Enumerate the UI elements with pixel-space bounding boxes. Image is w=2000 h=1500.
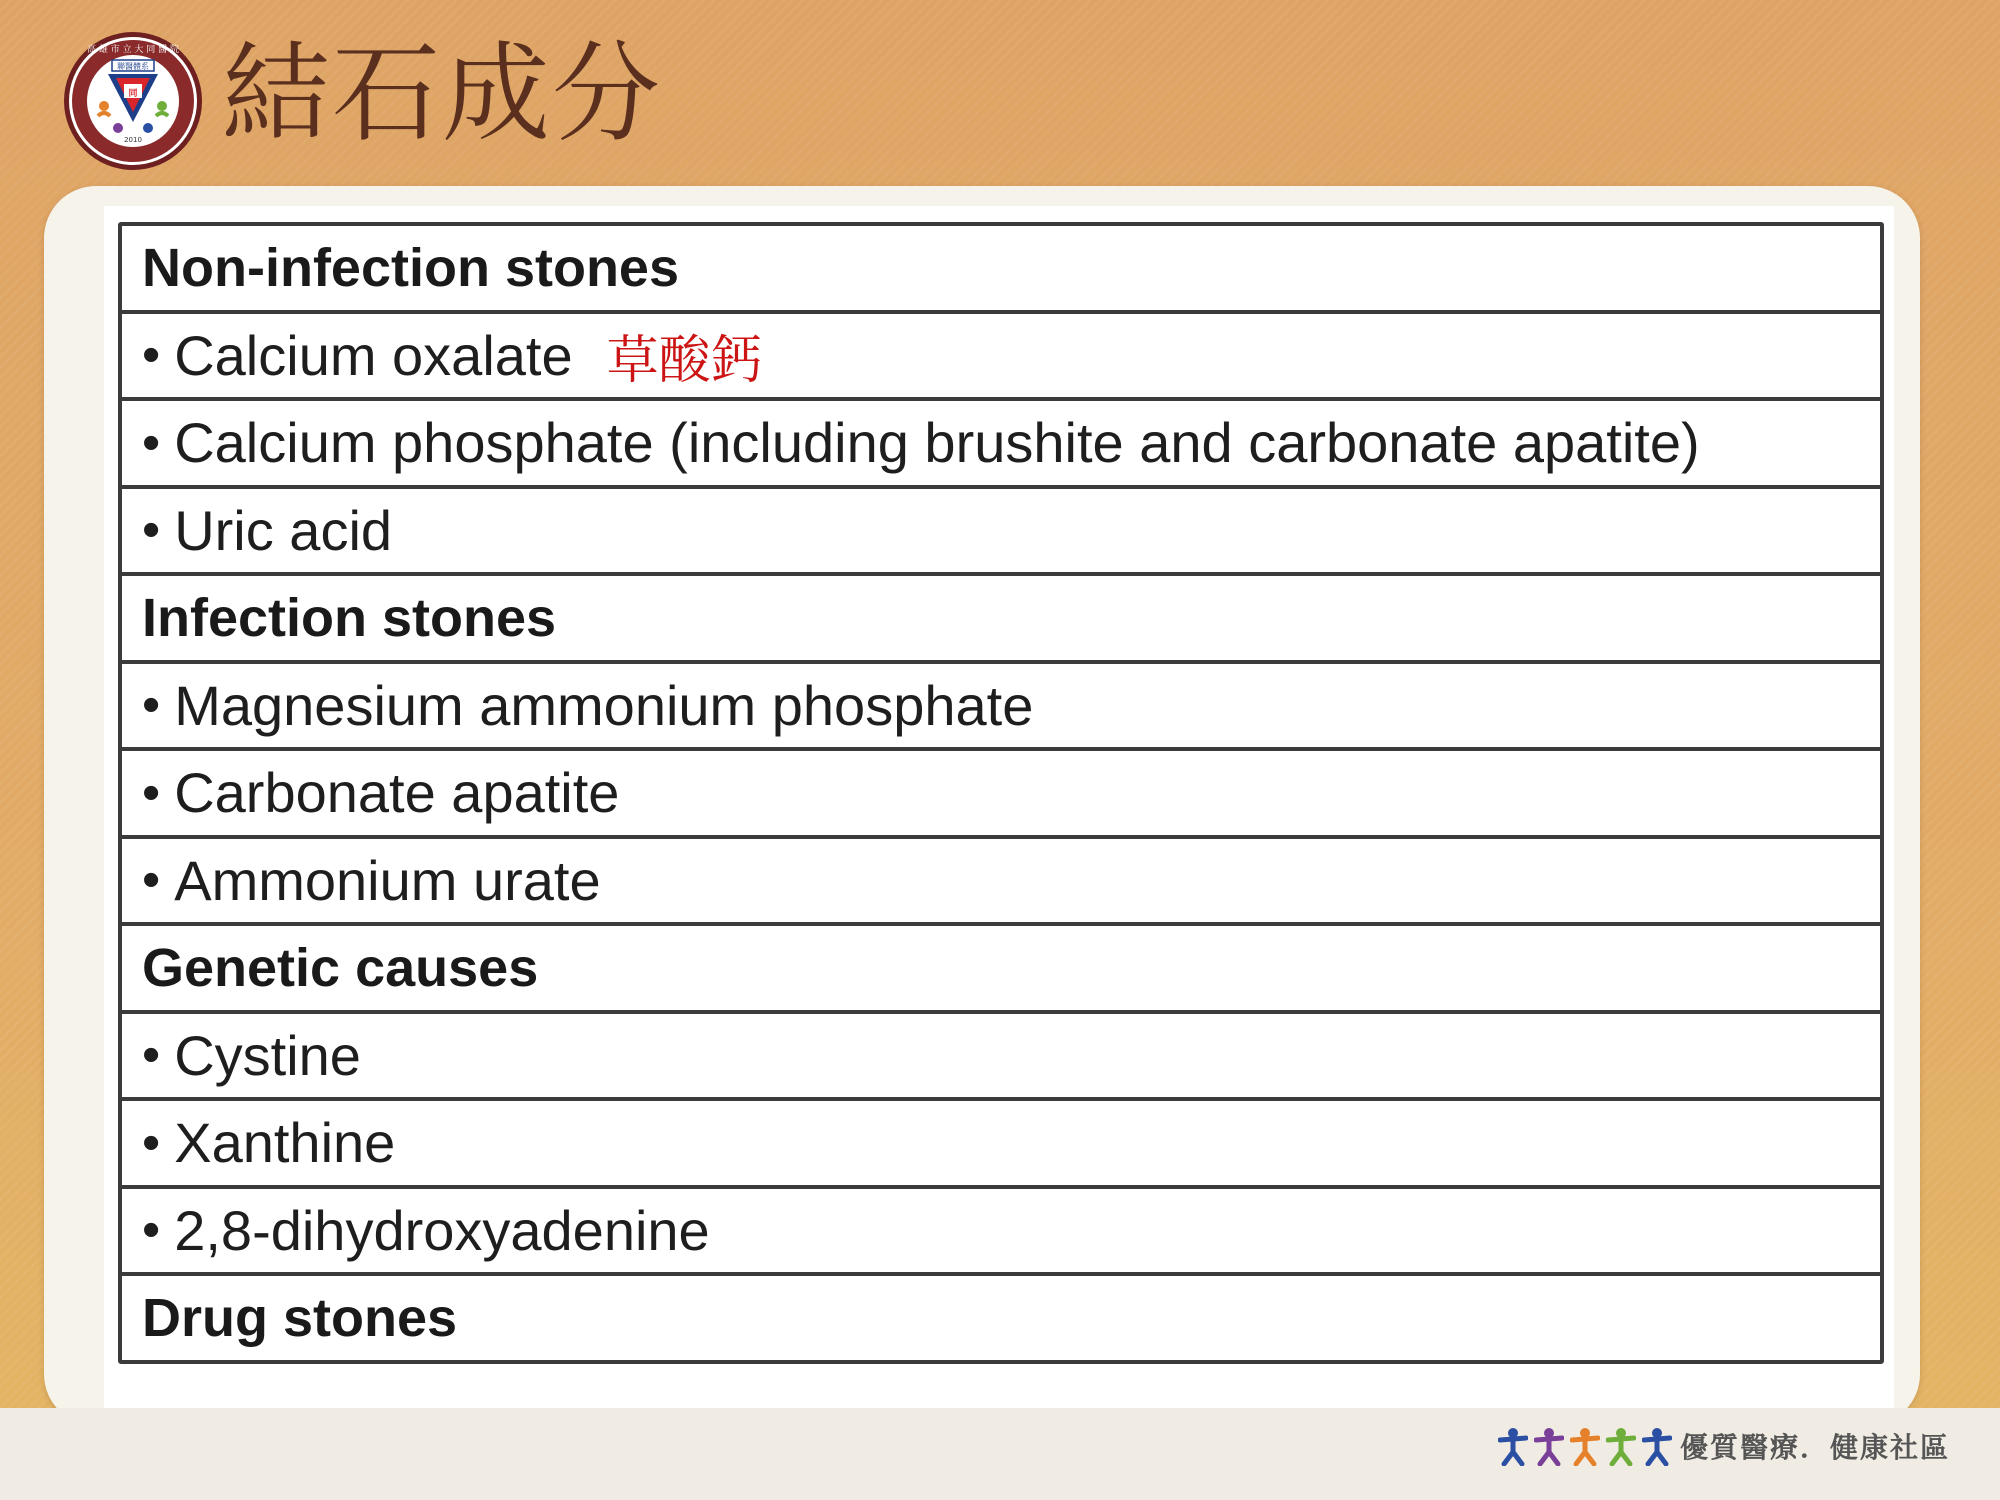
svg-text:高 雄 市 立 大 同 醫 院: 高 雄 市 立 大 同 醫 院 xyxy=(86,45,180,55)
table-item-row xyxy=(122,401,1880,489)
table-item-row xyxy=(122,839,1880,927)
item-label: Xanthine xyxy=(174,1111,396,1175)
category-label: Genetic causes xyxy=(142,937,539,998)
hospital-seal-logo-icon xyxy=(62,30,204,172)
svg-text:聯醫體系: 聯醫體系 xyxy=(117,62,149,71)
table-category-row xyxy=(122,1276,1880,1360)
item-label: Ammonium urate xyxy=(174,848,601,912)
item-label: Calcium phosphate (including brushite and carbonate apatite) xyxy=(174,411,1700,475)
category-label: Non-infection stones xyxy=(142,237,679,298)
slide-title: 結石成分 xyxy=(222,32,663,157)
table-item-row xyxy=(122,314,1880,402)
person-figure-icon xyxy=(1642,1426,1672,1466)
footer-logo xyxy=(1498,1426,1950,1466)
item-label: Magnesium ammonium phosphate xyxy=(174,673,1034,737)
person-figure-icon xyxy=(1606,1426,1636,1466)
table-item-row xyxy=(122,1101,1880,1189)
footer-bar xyxy=(0,1408,2000,1500)
person-figure-icon xyxy=(1534,1426,1564,1466)
stone-composition-table xyxy=(118,222,1884,1364)
people-figures-icon xyxy=(1498,1426,1672,1466)
table-item-row xyxy=(122,1014,1880,1102)
person-figure-icon xyxy=(1498,1426,1528,1466)
table-item-row xyxy=(122,1189,1880,1277)
svg-text:同: 同 xyxy=(128,89,138,99)
category-label: Drug stones xyxy=(142,1287,458,1348)
item-label: Cystine xyxy=(174,1023,361,1087)
item-label: 2,8-dihydroxyadenine xyxy=(174,1198,710,1262)
table-item-row xyxy=(122,489,1880,577)
bullet: • xyxy=(142,1201,161,1260)
table-item-row xyxy=(122,664,1880,752)
bullet: • xyxy=(142,413,161,472)
person-figure-icon xyxy=(1570,1426,1600,1466)
bullet: • xyxy=(142,326,161,385)
bullet: • xyxy=(142,851,161,910)
bullet: • xyxy=(142,763,161,822)
item-label: Calcium oxalate xyxy=(174,323,573,387)
hospital-logo xyxy=(62,30,204,172)
table-category-row xyxy=(122,926,1880,1014)
chinese-annotation: 草酸鈣 xyxy=(606,330,763,391)
table-category-row xyxy=(122,226,1880,314)
bullet: • xyxy=(142,1113,161,1172)
bullet: • xyxy=(142,676,161,735)
footer-slogan: 優質醫療．健康社區 xyxy=(1679,1432,1950,1463)
item-label: Carbonate apatite xyxy=(174,761,620,825)
table-item-row xyxy=(122,751,1880,839)
bullet: • xyxy=(142,501,161,560)
item-label: Uric acid xyxy=(174,498,393,562)
category-label: Infection stones xyxy=(142,587,557,648)
svg-text:2010: 2010 xyxy=(124,136,142,144)
bullet: • xyxy=(142,1026,161,1085)
table-category-row xyxy=(122,576,1880,664)
